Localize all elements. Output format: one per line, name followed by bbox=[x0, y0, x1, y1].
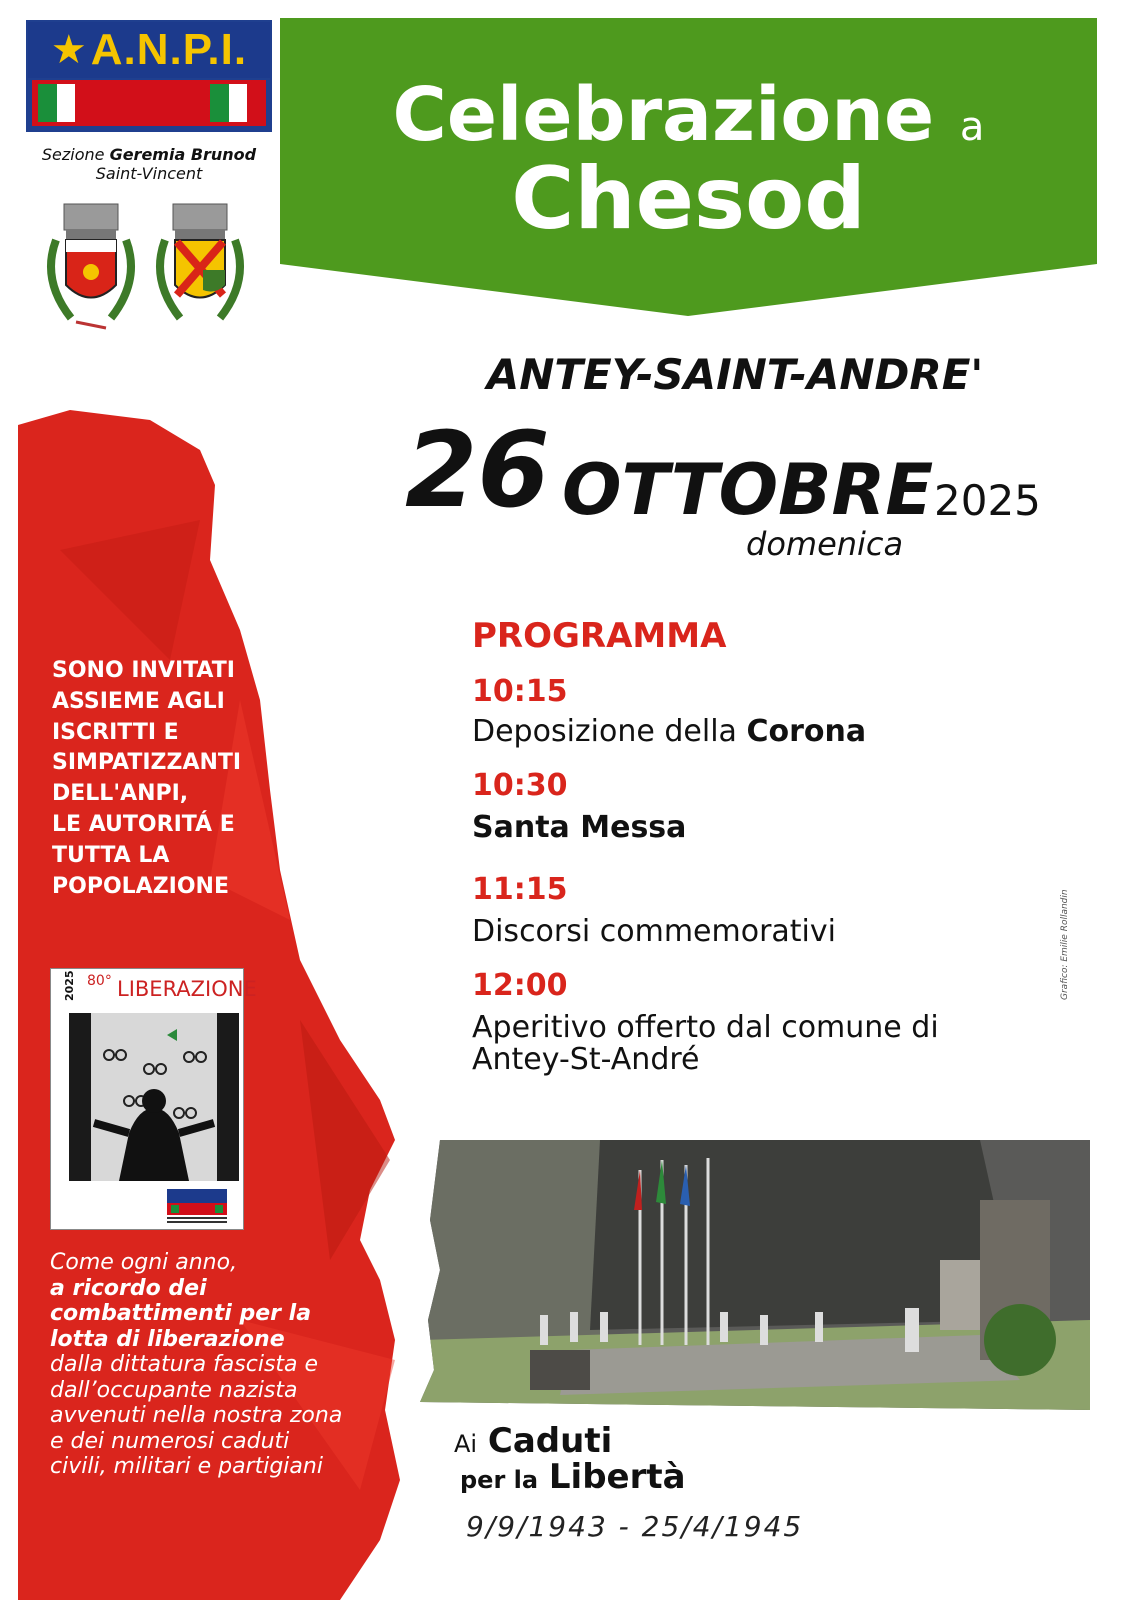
flag-strip bbox=[32, 80, 266, 126]
program-heading: PROGRAMMA bbox=[472, 616, 727, 656]
program-time: 10:15 bbox=[472, 674, 568, 709]
municipal-crest-right bbox=[145, 200, 255, 335]
war-dates: 9/9/1943 - 25/4/1945 bbox=[466, 1510, 804, 1543]
graphic-credit: Grafico: Emilie Rollandin bbox=[1060, 889, 1070, 1000]
section-town: Saint-Vincent bbox=[95, 164, 203, 183]
program-time: 11:15 bbox=[472, 872, 568, 907]
municipal-crest-left bbox=[36, 200, 146, 335]
date-weekday: domenica bbox=[746, 525, 904, 563]
program-time: 12:00 bbox=[472, 968, 568, 1003]
date-day: 26 bbox=[405, 409, 550, 531]
caduti-line-1: Ai Caduti bbox=[454, 1421, 613, 1461]
section-name: Sezione Geremia Brunod bbox=[41, 145, 257, 164]
program-description: Discorsi commemorativi bbox=[472, 914, 836, 949]
star-icon: ★ bbox=[50, 27, 87, 73]
anpi-logo bbox=[26, 20, 272, 132]
program-time: 10:30 bbox=[472, 768, 568, 803]
event-place: ANTEY-SAINT-ANDRE' bbox=[486, 350, 984, 399]
commemoration-text: Come ogni anno, a ricordo dei combattimenti per la lotta di liberazione dalla dittatura fascista e dall’occupante nazista avvenuti nella nostra zona e dei numerosi caduti civili, militari e partigiani bbox=[50, 1250, 343, 1480]
date-month: OTTOBRE bbox=[562, 449, 934, 531]
title-line-1: Celebrazione a bbox=[392, 72, 985, 158]
liberazione-book-cover: 2025 80° LIBERAZIONE bbox=[50, 968, 244, 1230]
date-year: 2025 bbox=[934, 476, 1041, 525]
cyclists-image bbox=[69, 1013, 239, 1181]
title-line-2: Chesod bbox=[511, 149, 866, 249]
program-description: Deposizione della Corona bbox=[472, 714, 867, 749]
caduti-line-2: per la Libertà bbox=[460, 1457, 686, 1497]
logo-name: A.N.P.I. bbox=[90, 25, 248, 74]
memorial-photo bbox=[420, 1140, 1090, 1410]
program-description: Aperitivo offerto dal comune di Antey-St-André bbox=[472, 1010, 939, 1078]
invitation-text: SONO INVITATI ASSIEME AGLI ISCRITTI E SIMPATIZZANTI DELL'ANPI, LE AUTORITÁ E TUTTA LA POPOLAZIONE bbox=[52, 658, 242, 899]
program-description: Santa Messa bbox=[472, 810, 687, 845]
anpi-badge bbox=[167, 1189, 227, 1225]
